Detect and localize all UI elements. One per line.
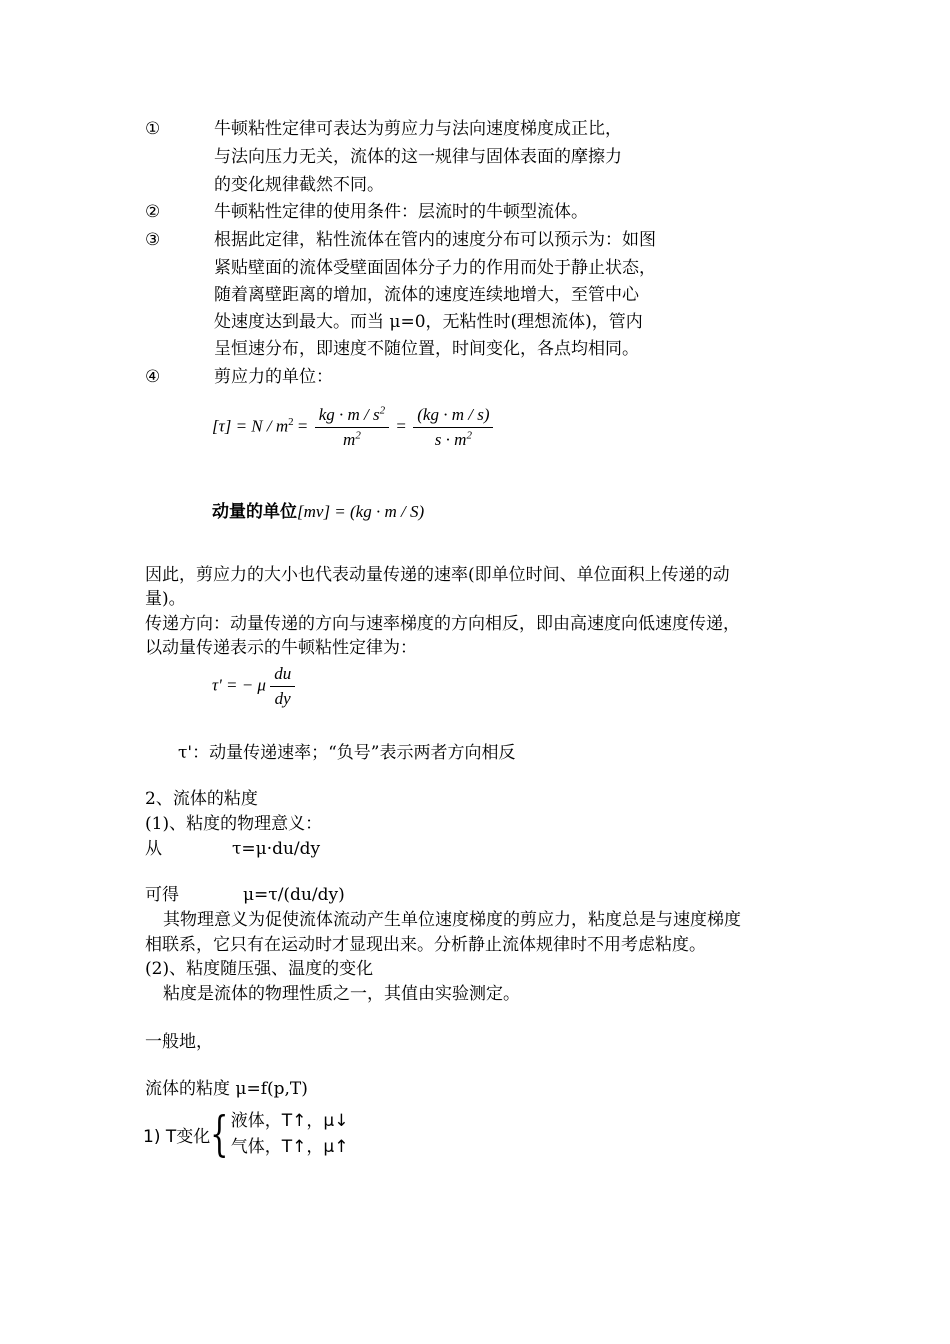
item-2-line-1: 牛顿粘性定律的使用条件：层流时的牛顿型流体。 <box>214 202 588 222</box>
from-label: 从 <box>145 839 162 859</box>
eq1-lhs: [τ] = N / m <box>212 416 289 436</box>
item-3-line-5: 呈恒速分布，即速度不随位置，时间变化，各点均相同。 <box>214 339 639 359</box>
eq1-exp: 2 <box>288 415 294 428</box>
item-3-line-4: 处速度达到最大。而当 μ=0，无粘性时(理想流体)，管内 <box>214 312 643 332</box>
viscosity-function: 流体的粘度 μ=f(p,T) <box>145 1079 308 1099</box>
t-change-gas: 气体，T↑，μ↑ <box>230 1137 349 1157</box>
property-text: 粘度是流体的物理性质之一，其值由实验测定。 <box>163 984 520 1004</box>
momentum-transfer-equation <box>212 664 298 709</box>
t-change-liquid: 液体，T↑，μ↓ <box>230 1111 349 1131</box>
para1-line-2: 量)。 <box>145 589 186 609</box>
item-number-2: ② <box>145 202 161 222</box>
eq2-formula: [mv] = (kg · m / S) <box>297 502 425 521</box>
eq1-f1-den-exp: 2 <box>355 429 361 442</box>
eq3-fraction <box>270 664 295 709</box>
meaning-line-2: 相联系，它只有在运动时才显现出来。分析静止流体规律时不用考虑粘度。 <box>145 935 706 955</box>
general-text: 一般地， <box>145 1032 213 1052</box>
eq2-label: 动量的单位 <box>212 502 297 522</box>
momentum-unit-equation <box>212 500 424 524</box>
eq1-equals-1: = <box>297 416 308 436</box>
eq1-f1-num: kg · m / s <box>318 405 380 424</box>
t-change-label: 1) T变化 <box>143 1126 211 1147</box>
item-number-4: ④ <box>145 367 161 387</box>
item-3-line-1: 根据此定律，粘性流体在管内的速度分布可以预示为：如图 <box>214 230 656 250</box>
section-2-sub2: (2)、粘度随压强、温度的变化 <box>145 959 374 979</box>
item-1-line-1: 牛顿粘性定律可表达为剪应力与法向速度梯度成正比， <box>214 119 622 139</box>
eq1-fraction-1 <box>315 405 389 450</box>
from-formula: τ=μ·du/dy <box>232 839 321 859</box>
para1-line-1: 因此，剪应力的大小也代表动量传递的速率(即单位时间、单位面积上传递的动 <box>145 565 730 585</box>
get-formula: μ=τ/(du/dy) <box>243 885 345 905</box>
para2-line-2: 以动量传递表示的牛顿粘性定律为： <box>145 638 417 658</box>
section-2-title: 2、流体的粘度 <box>145 789 258 809</box>
item-number-1: ① <box>145 119 161 139</box>
item-3-line-3: 随着离壁距离的增加，流体的速度连续地增大，至管中心 <box>214 285 639 305</box>
eq1-f1-num-exp: 2 <box>379 404 386 417</box>
eq1-f2-den-exp: 2 <box>466 429 472 442</box>
eq1-f1-den: m <box>343 430 356 449</box>
eq1-fraction-2 <box>413 405 493 450</box>
item-3-line-2: 紧贴壁面的流体受壁面固体分子力的作用而处于静止状态， <box>214 258 656 278</box>
meaning-line-1: 其物理意义为促使流体流动产生单位速度梯度的剪应力，粘度总是与速度梯度 <box>163 910 741 930</box>
item-number-3: ③ <box>145 230 161 250</box>
temperature-change-cases <box>143 1108 349 1160</box>
eq1-f2-num: (kg · m / s) <box>413 405 493 428</box>
t-change-cases-list <box>231 1108 349 1160</box>
eq3-num: du <box>270 664 295 687</box>
item-1-line-3: 的变化规律截然不同。 <box>214 175 384 195</box>
item-4-line-1: 剪应力的单位： <box>214 367 333 387</box>
item-1-line-2: 与法向压力无关，流体的这一规律与固体表面的摩擦力 <box>214 147 622 167</box>
brace-icon: { <box>210 1106 229 1162</box>
get-label: 可得 <box>145 885 179 905</box>
section-2-sub1: (1)、粘度的物理意义： <box>145 814 323 834</box>
eq1-equals-2: = <box>396 416 406 436</box>
tau-note: τ'：动量传递速率；“负号”表示两者方向相反 <box>178 743 516 763</box>
eq3-den: dy <box>274 689 291 708</box>
eq1-f2-den: s · m <box>434 430 467 449</box>
para2-line-1: 传递方向：动量传递的方向与速率梯度的方向相反，即由高速度向低速度传递， <box>145 614 740 634</box>
eq3-lhs: τ' = − μ <box>212 675 266 695</box>
shear-stress-unit-equation <box>212 405 496 450</box>
